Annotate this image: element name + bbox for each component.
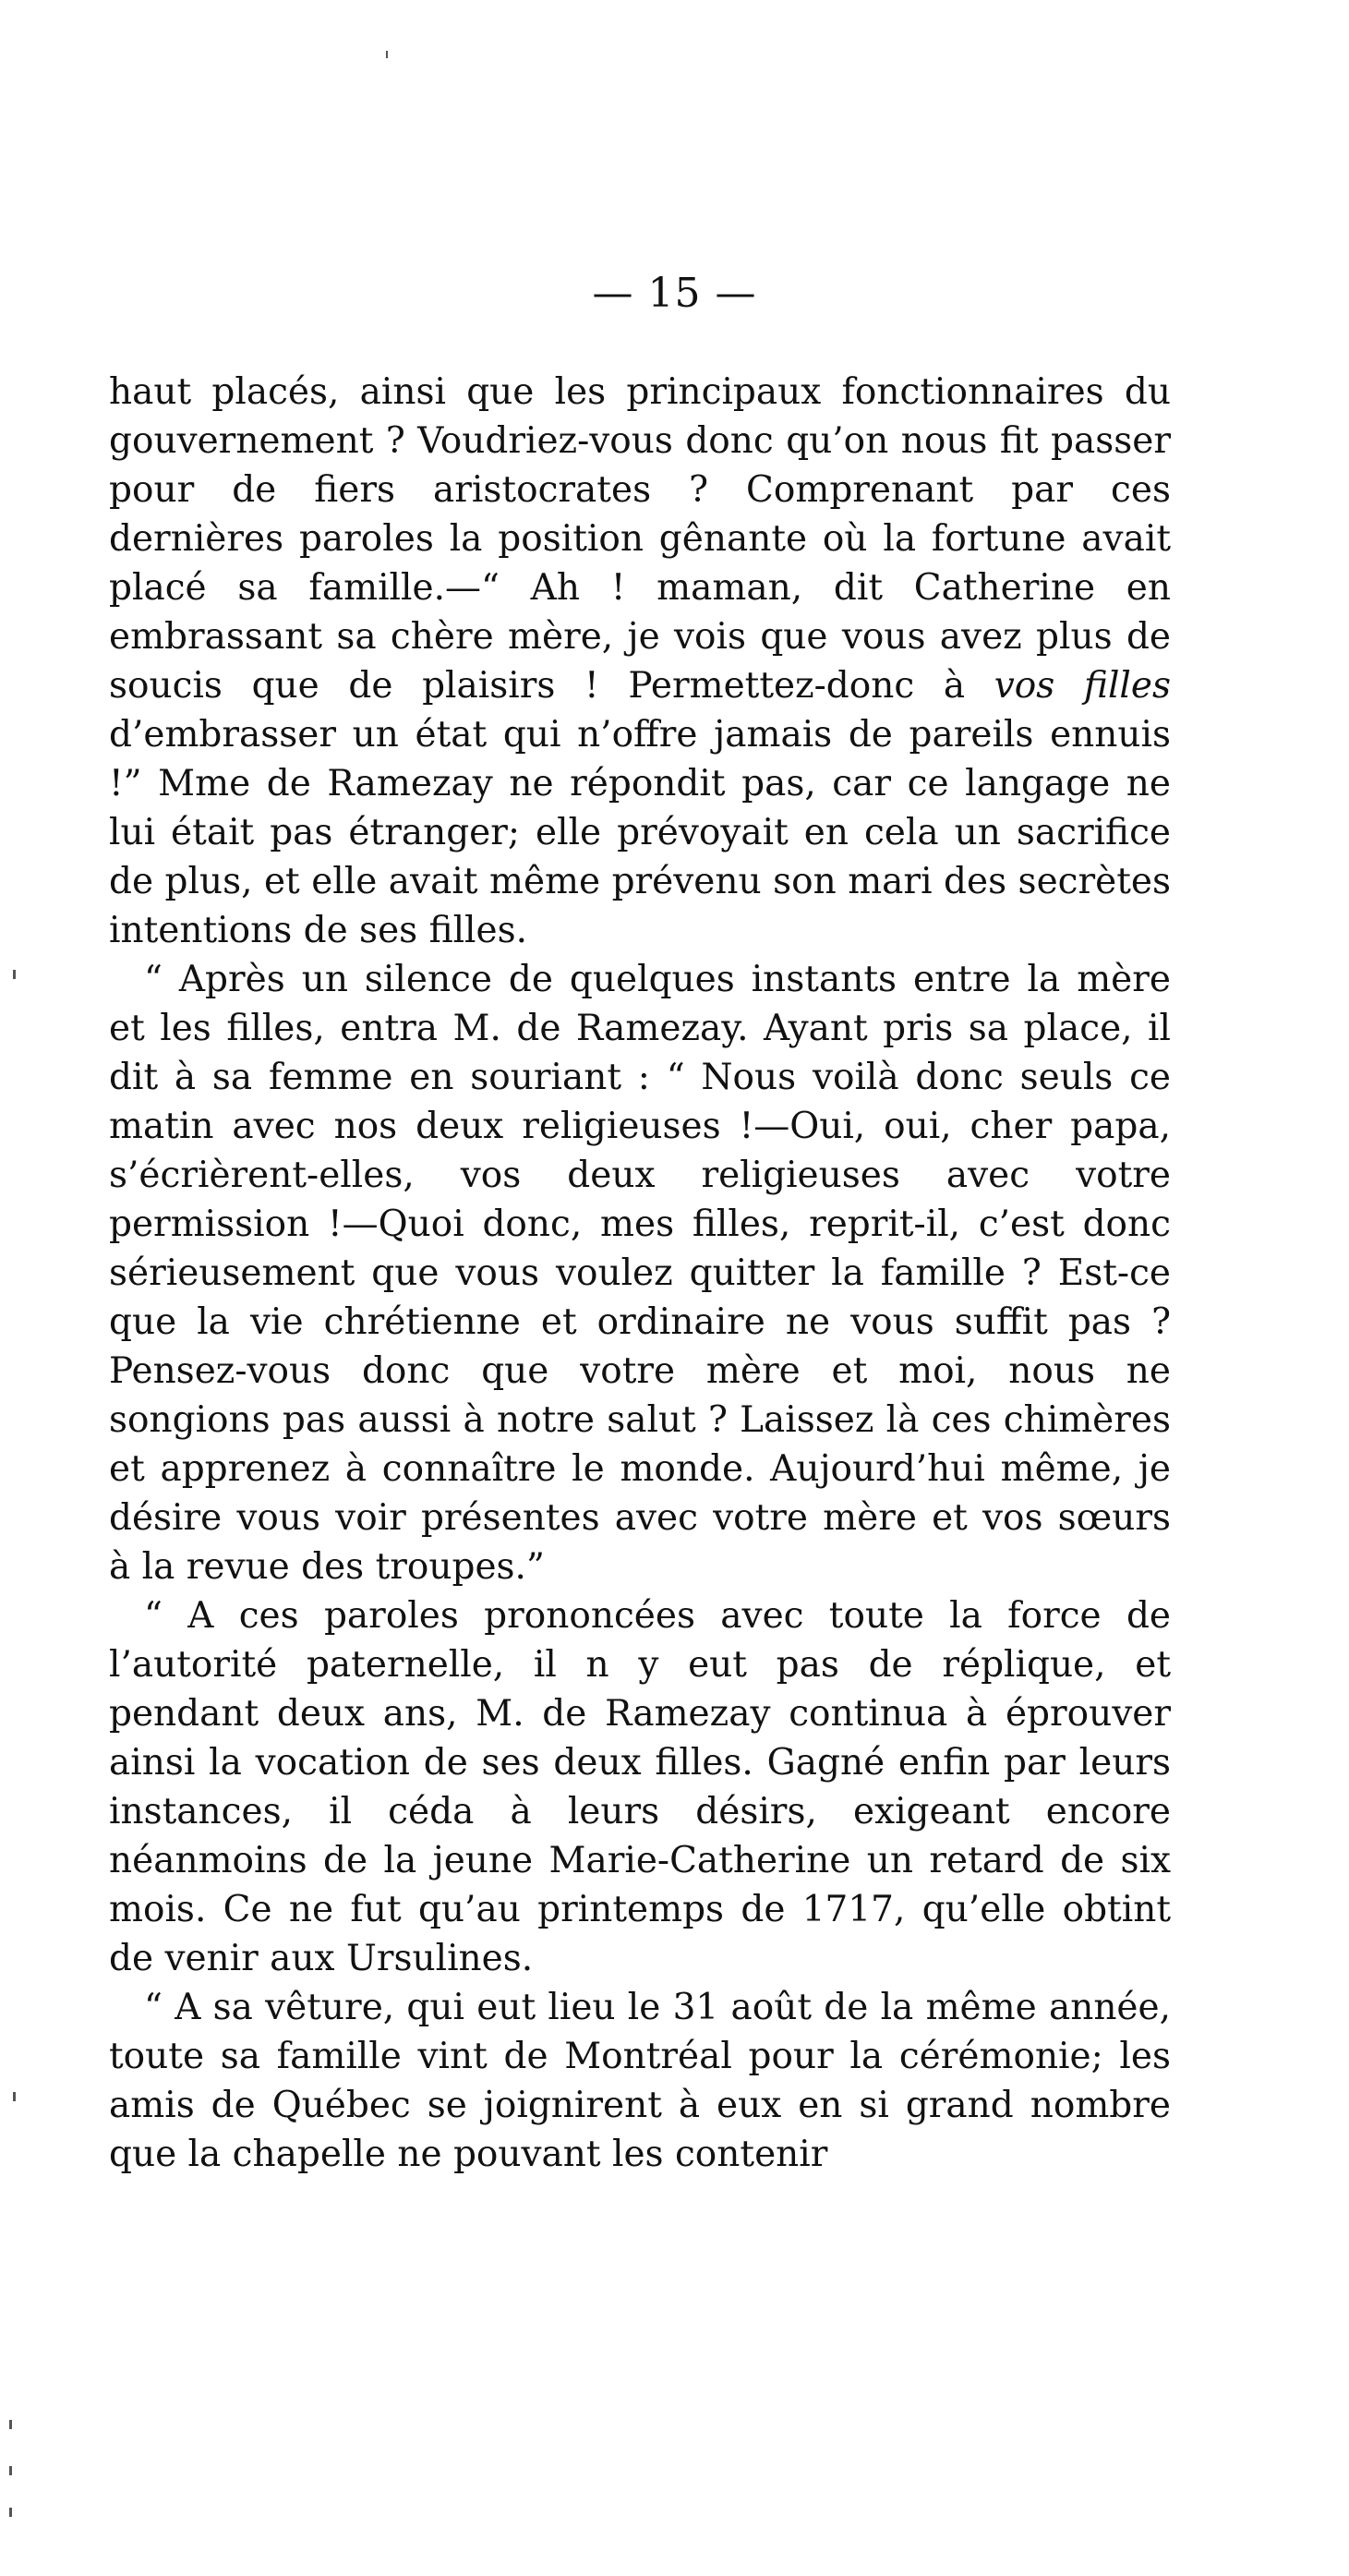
scan-mark [9, 2420, 12, 2429]
paragraph-2 [109, 955, 1171, 1591]
paragraph-1 [109, 368, 1171, 955]
scan-mark [13, 2092, 16, 2101]
paragraph-3-text: “ A ces paroles prononcées avec toute la force de l’autorité paternelle, il n y eut pas de réplique, et pendant deux ans, M. de Ramezay continua à éprouver ainsi la vocation de ses deux filles. Gagné enfin par leurs instances, il céda à leurs désirs, exigeant encore néanmoins de la jeune Marie-Catherine un retard de six mois. Ce ne fut qu’au printemps de 1717, qu’elle obtint de venir aux Ursulines. [109, 1595, 1171, 1979]
page-number: — 15 — [592, 270, 757, 317]
paragraph-1-italic-text: vos filles [994, 665, 1171, 707]
scan-mark [9, 2508, 12, 2517]
paragraph-4 [109, 1983, 1171, 2179]
paragraph-1-text-a: haut placés, ainsi que les principaux fonctionnaires du gouvernement ? Voudriez-vous donc qu’on nous fit passer pour de fiers aristocrates ? Comprenant par ces dernières paroles la position gênante où la fortune avait placé sa famille.—“ Ah ! maman, dit Catherine en embrassant sa chère mère, je vois que vous avez plus de soucis que de plaisirs ! Permettez-donc à [109, 371, 1171, 707]
scan-mark [386, 51, 388, 58]
body-text [109, 368, 1171, 2179]
paragraph-1-text-b: d’embrasser un état qui n’offre jamais de pareils ennuis !” Mme de Ramezay ne répondit pas, car ce langage ne lui était pas étranger; elle prévoyait en cela un sacrifice de plus, et elle avait même prévenu son mari des secrètes intentions de ses filles. [109, 714, 1171, 951]
paragraph-3 [109, 1591, 1171, 1983]
paragraph-4-text: “ A sa vêture, qui eut lieu le 31 août de la même année, toute sa famille vint de Montréal pour la cérémonie; les amis de Québec se joignirent à eux en si grand nombre que la chapelle ne pouvant les contenir [109, 1987, 1171, 2175]
scan-mark [13, 970, 16, 979]
scan-mark [9, 2466, 12, 2475]
paragraph-2-text: “ Après un silence de quelques instants entre la mère et les filles, entra M. de Ramezay. Ayant pris sa place, il dit à sa femme en souriant : “ Nous voilà donc seuls ce matin avec nos deux religieuses !—Oui, oui, cher papa, s’écrièrent-elles, vos deux religieuses avec votre permission !—Quoi donc, mes filles, reprit-il, c’est donc sérieusement que vous voulez quitter la famille ? Est-ce que la vie chrétienne et ordinaire ne vous suffit pas ? Pensez-vous donc que votre mère et moi, nous ne songions pas aussi à notre salut ? Laissez là ces chimères et apprenez à connaître le monde. Aujourd’hui même, je désire vous voir présentes avec votre mère et vos sœurs à la revue des troupes.” [109, 959, 1171, 1588]
